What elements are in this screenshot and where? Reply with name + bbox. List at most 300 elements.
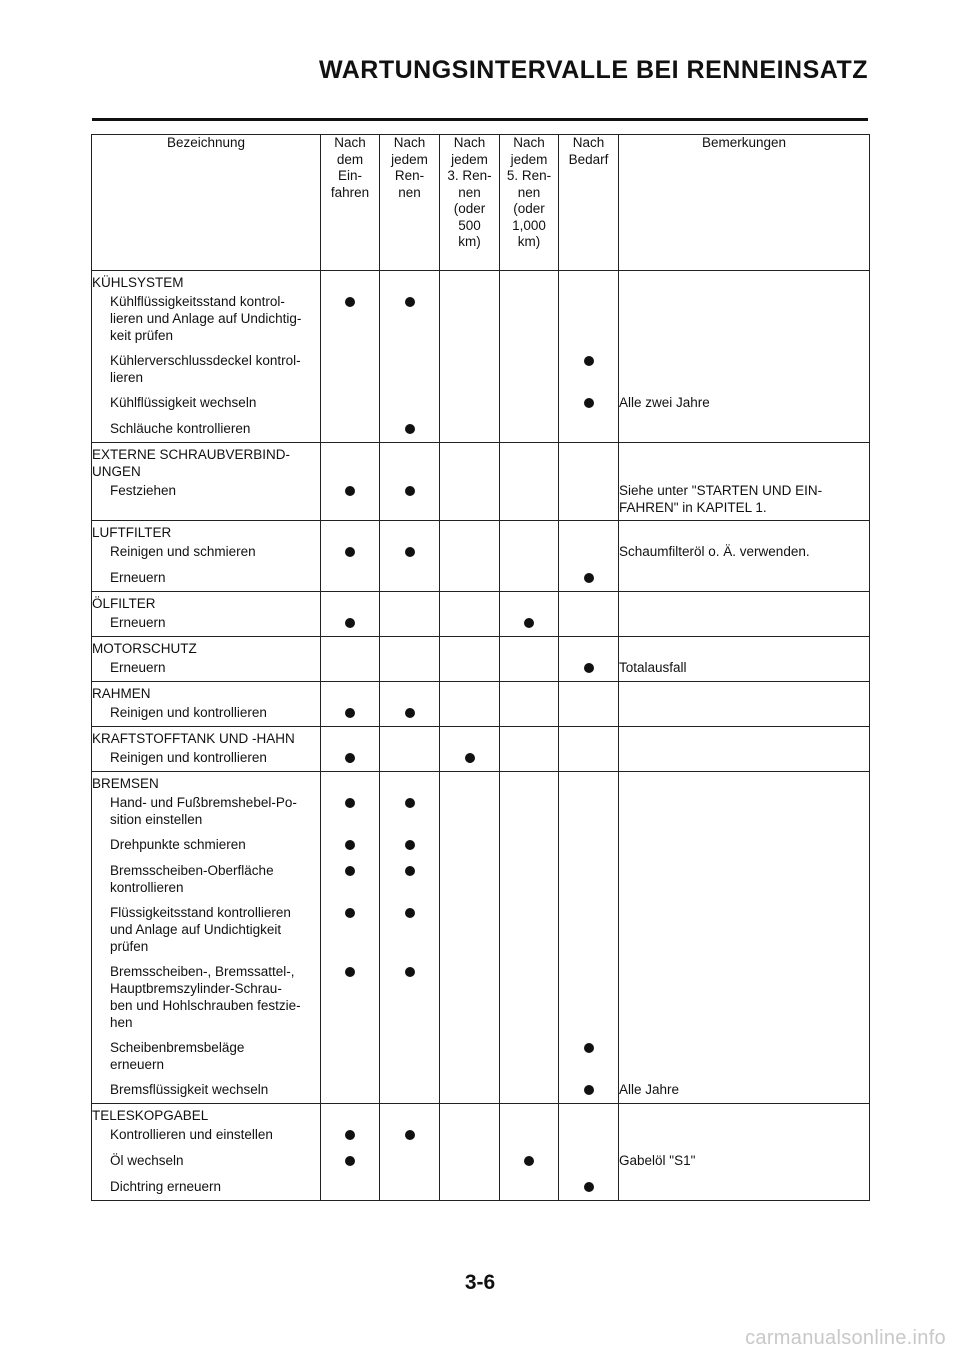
- interval-cell: [440, 291, 500, 350]
- item-label-cell: [92, 1124, 321, 1150]
- interval-cell: [380, 902, 440, 961]
- group-name-cell: [92, 1104, 321, 1125]
- page-title: WARTUNGSINTERVALLE BEI RENNEINSATZ: [319, 56, 868, 84]
- interval-cell: [380, 1124, 440, 1150]
- interval-cell: [500, 961, 559, 1037]
- empty-cell: [321, 637, 380, 658]
- interval-cell: [380, 1176, 440, 1201]
- interval-cell: [440, 657, 500, 682]
- group-header-row: [92, 592, 870, 613]
- interval-cell: [559, 392, 619, 418]
- group-header-row: [92, 271, 870, 292]
- table-row: [92, 1079, 870, 1104]
- bullet-mark-icon: [524, 618, 534, 628]
- empty-cell: [500, 271, 559, 292]
- group-name-cell: [92, 772, 321, 793]
- table-row: [92, 747, 870, 772]
- column-header: Nach jedem 5. Ren- nen (oder 1,000 km): [500, 135, 559, 271]
- interval-cell: [559, 702, 619, 727]
- interval-cell: [321, 418, 380, 443]
- bullet-mark-icon: [345, 753, 355, 763]
- bullet-mark-icon: [405, 967, 415, 977]
- group-name: ÖLFILTER: [92, 596, 156, 611]
- interval-cell: [440, 961, 500, 1037]
- table-row: [92, 1176, 870, 1201]
- empty-cell: [380, 637, 440, 658]
- watermark: carmanualsonline.info: [745, 1327, 946, 1349]
- empty-cell: [500, 637, 559, 658]
- interval-cell: [321, 1079, 380, 1104]
- maintenance-table: [91, 134, 870, 1201]
- interval-cell: [500, 541, 559, 567]
- remark-cell: [619, 291, 870, 350]
- interval-cell: [559, 1079, 619, 1104]
- item-label: Flüssigkeitsstand kontrollieren und Anlage auf Undichtigkeit prüfen: [110, 905, 291, 954]
- interval-cell: [500, 291, 559, 350]
- item-label: Scheibenbremsbeläge erneuern: [110, 1040, 245, 1072]
- interval-cell: [380, 392, 440, 418]
- remark-cell: [619, 834, 870, 860]
- item-label: Bremsscheiben-, Bremssattel-, Hauptbremszylinder-Schrau- ben und Hohlschrauben festzie- hen: [110, 964, 301, 1030]
- bullet-mark-icon: [584, 398, 594, 408]
- remark-cell: [619, 612, 870, 637]
- interval-cell: [321, 860, 380, 902]
- empty-cell: [500, 682, 559, 703]
- table-row: [92, 418, 870, 443]
- item-label-cell: [92, 657, 321, 682]
- interval-cell: [559, 1124, 619, 1150]
- interval-cell: [440, 834, 500, 860]
- item-label-cell: [92, 961, 321, 1037]
- interval-cell: [500, 657, 559, 682]
- empty-cell: [380, 727, 440, 748]
- item-label: Öl wechseln: [110, 1153, 184, 1168]
- group-name-cell: [92, 682, 321, 703]
- group-name-cell: [92, 592, 321, 613]
- empty-cell: [500, 772, 559, 793]
- interval-cell: [500, 860, 559, 902]
- interval-cell: [380, 612, 440, 637]
- empty-cell: [500, 443, 559, 481]
- interval-cell: [500, 792, 559, 834]
- table-row: [92, 860, 870, 902]
- interval-cell: [321, 792, 380, 834]
- remark-cell: [619, 1150, 870, 1176]
- empty-cell: [500, 521, 559, 542]
- item-label-cell: [92, 834, 321, 860]
- empty-cell: [619, 637, 870, 658]
- remark-cell: [619, 567, 870, 592]
- group-name-cell: [92, 637, 321, 658]
- item-label: Reinigen und kontrollieren: [110, 750, 267, 765]
- empty-cell: [559, 637, 619, 658]
- interval-cell: [559, 657, 619, 682]
- group-header-row: [92, 1104, 870, 1125]
- title-rule: [92, 118, 868, 121]
- bullet-mark-icon: [584, 663, 594, 673]
- empty-cell: [440, 592, 500, 613]
- empty-cell: [321, 772, 380, 793]
- interval-cell: [321, 657, 380, 682]
- interval-cell: [500, 612, 559, 637]
- item-label: Kühlerverschlussdeckel kontrol- lieren: [110, 353, 301, 385]
- interval-cell: [380, 1037, 440, 1079]
- remark-cell: [619, 1079, 870, 1104]
- interval-cell: [321, 350, 380, 392]
- bullet-mark-icon: [465, 753, 475, 763]
- interval-cell: [380, 541, 440, 567]
- empty-cell: [500, 727, 559, 748]
- empty-cell: [380, 271, 440, 292]
- interval-cell: [559, 567, 619, 592]
- item-label: Kühlflüssigkeitsstand kontrol- lieren und Anlage auf Undichtig- keit prüfen: [110, 294, 302, 343]
- empty-cell: [619, 772, 870, 793]
- bullet-mark-icon: [345, 1156, 355, 1166]
- remark-cell: [619, 747, 870, 772]
- interval-cell: [380, 657, 440, 682]
- empty-cell: [321, 592, 380, 613]
- empty-cell: [321, 682, 380, 703]
- group-header-row: [92, 772, 870, 793]
- table-row: [92, 902, 870, 961]
- item-label-cell: [92, 1079, 321, 1104]
- empty-cell: [619, 727, 870, 748]
- interval-cell: [440, 541, 500, 567]
- group-name: KÜHLSYSTEM: [92, 275, 184, 290]
- bullet-mark-icon: [345, 798, 355, 808]
- interval-cell: [440, 860, 500, 902]
- bullet-mark-icon: [405, 547, 415, 557]
- interval-cell: [321, 567, 380, 592]
- interval-cell: [500, 747, 559, 772]
- empty-cell: [500, 592, 559, 613]
- item-label: Reinigen und schmieren: [110, 544, 256, 559]
- interval-cell: [440, 1176, 500, 1201]
- group-name: KRAFTSTOFFTANK UND -HAHN: [92, 731, 295, 746]
- table-row: [92, 567, 870, 592]
- group-name: TELESKOPGABEL: [92, 1108, 209, 1123]
- item-label-cell: [92, 860, 321, 902]
- empty-cell: [619, 682, 870, 703]
- item-label-cell: [92, 418, 321, 443]
- interval-cell: [321, 1176, 380, 1201]
- interval-cell: [380, 702, 440, 727]
- group-name: BREMSEN: [92, 776, 159, 791]
- empty-cell: [440, 682, 500, 703]
- remark-cell: [619, 541, 870, 567]
- empty-cell: [619, 443, 870, 481]
- bullet-mark-icon: [345, 618, 355, 628]
- empty-cell: [440, 772, 500, 793]
- empty-cell: [380, 592, 440, 613]
- interval-cell: [380, 1079, 440, 1104]
- page-number: 3-6: [464, 1271, 496, 1294]
- interval-cell: [380, 961, 440, 1037]
- interval-cell: [500, 418, 559, 443]
- table-row: [92, 350, 870, 392]
- remark-cell: [619, 860, 870, 902]
- item-label-cell: [92, 1150, 321, 1176]
- interval-cell: [440, 1150, 500, 1176]
- remark-cell: [619, 702, 870, 727]
- bullet-mark-icon: [345, 486, 355, 496]
- column-header: Bemerkungen: [619, 135, 870, 271]
- interval-cell: [559, 612, 619, 637]
- group-header-row: [92, 682, 870, 703]
- interval-cell: [440, 350, 500, 392]
- table-row: [92, 702, 870, 727]
- item-label: Kontrollieren und einstellen: [110, 1127, 273, 1142]
- empty-cell: [380, 682, 440, 703]
- interval-cell: [321, 902, 380, 961]
- empty-cell: [321, 727, 380, 748]
- item-label: Drehpunkte schmieren: [110, 837, 246, 852]
- table-row: [92, 657, 870, 682]
- interval-cell: [559, 860, 619, 902]
- table-row: [92, 291, 870, 350]
- bullet-mark-icon: [524, 1156, 534, 1166]
- remark-cell: [619, 1037, 870, 1079]
- group-name-cell: [92, 521, 321, 542]
- interval-cell: [440, 747, 500, 772]
- interval-cell: [559, 1150, 619, 1176]
- table-row: [92, 834, 870, 860]
- item-label-cell: [92, 1176, 321, 1201]
- remark-cell: [619, 480, 870, 521]
- item-label-cell: [92, 291, 321, 350]
- item-label: Schläuche kontrollieren: [110, 421, 251, 436]
- remark-cell: [619, 902, 870, 961]
- column-header: Bezeichnung: [92, 135, 321, 271]
- item-label: Reinigen und kontrollieren: [110, 705, 267, 720]
- bullet-mark-icon: [584, 1182, 594, 1192]
- table-row: [92, 961, 870, 1037]
- interval-cell: [440, 480, 500, 521]
- item-label: Festziehen: [110, 483, 177, 498]
- interval-cell: [559, 1037, 619, 1079]
- interval-cell: [559, 291, 619, 350]
- interval-cell: [321, 747, 380, 772]
- empty-cell: [380, 1104, 440, 1125]
- remark-cell: [619, 392, 870, 418]
- item-label: Dichtring erneuern: [110, 1179, 222, 1194]
- bullet-mark-icon: [345, 1130, 355, 1140]
- interval-cell: [559, 350, 619, 392]
- group-name: LUFTFILTER: [92, 525, 172, 540]
- table-row: [92, 480, 870, 521]
- bullet-mark-icon: [345, 866, 355, 876]
- bullet-mark-icon: [345, 967, 355, 977]
- interval-cell: [440, 392, 500, 418]
- empty-cell: [619, 521, 870, 542]
- empty-cell: [380, 443, 440, 481]
- empty-cell: [559, 521, 619, 542]
- empty-cell: [440, 1104, 500, 1125]
- empty-cell: [440, 443, 500, 481]
- empty-cell: [380, 521, 440, 542]
- empty-cell: [440, 727, 500, 748]
- column-header: Nach jedem 3. Ren- nen (oder 500 km): [440, 135, 500, 271]
- remark-cell: [619, 418, 870, 443]
- group-header-row: [92, 727, 870, 748]
- interval-cell: [559, 418, 619, 443]
- interval-cell: [440, 1124, 500, 1150]
- group-name: RAHMEN: [92, 686, 151, 701]
- interval-cell: [380, 792, 440, 834]
- item-label-cell: [92, 747, 321, 772]
- interval-cell: [440, 418, 500, 443]
- item-label: Erneuern: [110, 660, 166, 675]
- interval-cell: [321, 1124, 380, 1150]
- empty-cell: [619, 592, 870, 613]
- column-header: Nach Bedarf: [559, 135, 619, 271]
- remark-cell: [619, 350, 870, 392]
- table-row: [92, 792, 870, 834]
- empty-cell: [321, 271, 380, 292]
- group-header-row: [92, 637, 870, 658]
- group-header-row: [92, 521, 870, 542]
- interval-cell: [440, 567, 500, 592]
- remark-text: Alle Jahre: [619, 1082, 680, 1097]
- empty-cell: [559, 1104, 619, 1125]
- empty-cell: [559, 682, 619, 703]
- interval-cell: [559, 747, 619, 772]
- bullet-mark-icon: [405, 297, 415, 307]
- item-label-cell: [92, 567, 321, 592]
- remark-cell: [619, 792, 870, 834]
- remark-text: Schaumfilteröl o. Ä. verwenden.: [619, 544, 810, 559]
- item-label: Kühlflüssigkeit wechseln: [110, 395, 257, 410]
- item-label-cell: [92, 541, 321, 567]
- column-header: Nach jedem Ren- nen: [380, 135, 440, 271]
- interval-cell: [321, 392, 380, 418]
- interval-cell: [559, 792, 619, 834]
- interval-cell: [380, 350, 440, 392]
- interval-cell: [321, 480, 380, 521]
- remark-cell: [619, 961, 870, 1037]
- bullet-mark-icon: [405, 908, 415, 918]
- interval-cell: [440, 612, 500, 637]
- interval-cell: [440, 702, 500, 727]
- bullet-mark-icon: [584, 1043, 594, 1053]
- empty-cell: [440, 637, 500, 658]
- bullet-mark-icon: [345, 547, 355, 557]
- table-header-row: [92, 135, 870, 271]
- bullet-mark-icon: [345, 708, 355, 718]
- table-row: [92, 1124, 870, 1150]
- remark-text: Totalausfall: [619, 660, 687, 675]
- interval-cell: [321, 541, 380, 567]
- empty-cell: [321, 443, 380, 481]
- item-label-cell: [92, 1037, 321, 1079]
- bullet-mark-icon: [345, 297, 355, 307]
- remark-cell: [619, 657, 870, 682]
- interval-cell: [500, 350, 559, 392]
- interval-cell: [440, 902, 500, 961]
- empty-cell: [559, 592, 619, 613]
- interval-cell: [500, 1124, 559, 1150]
- item-label: Hand- und Fußbremshebel-Po- sition einstellen: [110, 795, 297, 827]
- bullet-mark-icon: [405, 1130, 415, 1140]
- item-label-cell: [92, 480, 321, 521]
- interval-cell: [559, 541, 619, 567]
- item-label: Bremsscheiben-Oberfläche kontrollieren: [110, 863, 274, 895]
- remark-cell: [619, 1124, 870, 1150]
- remark-text: Gabelöl "S1": [619, 1153, 696, 1168]
- item-label-cell: [92, 792, 321, 834]
- empty-cell: [440, 271, 500, 292]
- remark-text: Siehe unter "STARTEN UND EIN- FAHREN" in KAPITEL 1.: [619, 483, 823, 515]
- bullet-mark-icon: [405, 840, 415, 850]
- item-label: Erneuern: [110, 570, 166, 585]
- empty-cell: [619, 1104, 870, 1125]
- bullet-mark-icon: [405, 798, 415, 808]
- table-row: [92, 612, 870, 637]
- empty-cell: [321, 521, 380, 542]
- group-name: EXTERNE SCHRAUBVERBIND- UNGEN: [92, 447, 291, 479]
- group-name: MOTORSCHUTZ: [92, 641, 197, 656]
- bullet-mark-icon: [405, 424, 415, 434]
- interval-cell: [559, 961, 619, 1037]
- group-name-cell: [92, 271, 321, 292]
- interval-cell: [500, 1150, 559, 1176]
- bullet-mark-icon: [405, 486, 415, 496]
- empty-cell: [321, 1104, 380, 1125]
- interval-cell: [440, 792, 500, 834]
- bullet-mark-icon: [345, 840, 355, 850]
- interval-cell: [321, 291, 380, 350]
- item-label-cell: [92, 392, 321, 418]
- bullet-mark-icon: [584, 1085, 594, 1095]
- interval-cell: [500, 567, 559, 592]
- bullet-mark-icon: [405, 866, 415, 876]
- interval-cell: [500, 480, 559, 521]
- column-header: Nach dem Ein- fahren: [321, 135, 380, 271]
- interval-cell: [559, 902, 619, 961]
- interval-cell: [500, 902, 559, 961]
- empty-cell: [380, 772, 440, 793]
- interval-cell: [559, 834, 619, 860]
- interval-cell: [380, 747, 440, 772]
- group-name-cell: [92, 443, 321, 481]
- interval-cell: [321, 1150, 380, 1176]
- empty-cell: [559, 443, 619, 481]
- bullet-mark-icon: [584, 573, 594, 583]
- table-body: [92, 271, 870, 1201]
- interval-cell: [321, 702, 380, 727]
- interval-cell: [559, 480, 619, 521]
- interval-cell: [440, 1079, 500, 1104]
- interval-cell: [440, 1037, 500, 1079]
- interval-cell: [559, 1176, 619, 1201]
- empty-cell: [559, 772, 619, 793]
- item-label: Erneuern: [110, 615, 166, 630]
- bullet-mark-icon: [345, 908, 355, 918]
- interval-cell: [321, 961, 380, 1037]
- interval-cell: [380, 418, 440, 443]
- item-label-cell: [92, 612, 321, 637]
- interval-cell: [380, 1150, 440, 1176]
- group-name-cell: [92, 727, 321, 748]
- interval-cell: [500, 1176, 559, 1201]
- item-label-cell: [92, 702, 321, 727]
- group-header-row: [92, 443, 870, 481]
- remark-cell: [619, 1176, 870, 1201]
- interval-cell: [380, 480, 440, 521]
- table-row: [92, 1150, 870, 1176]
- interval-cell: [380, 860, 440, 902]
- empty-cell: [500, 1104, 559, 1125]
